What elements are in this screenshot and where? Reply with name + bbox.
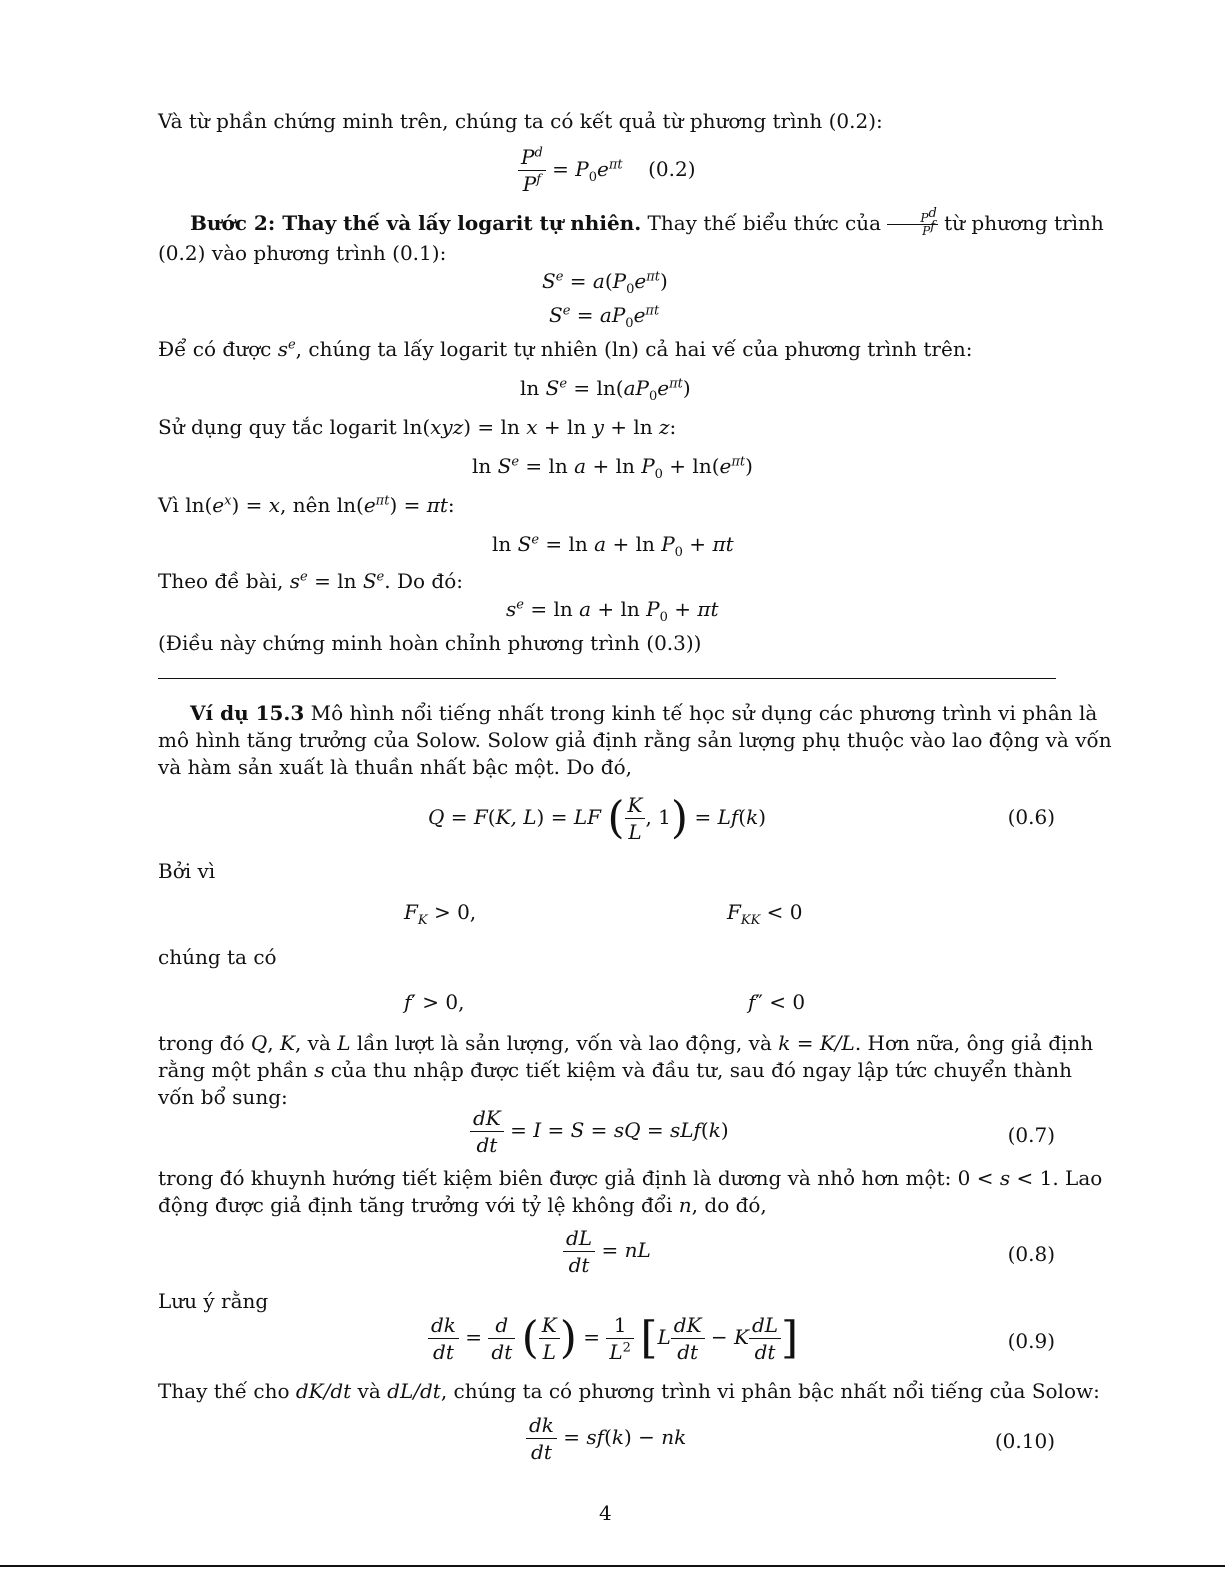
equation-0-9: $\frac{dk}{dt}$ = $\frac{d}{dt}$ ( $\frac{K}{L}$ ) = $\frac{1}{L^2}$ [L $\frac{dK}{dt}$ − K $\frac{dL}{dt}$ ] <box>428 1312 798 1365</box>
equation-0-6: Q = F(K, L) = LF ( $\frac{K}{L}$ , 1) = Lf(k) <box>428 792 767 844</box>
paragraph-log-rule: Sử dụng quy tắc logarit ln(xyz) = ln x + ln y + ln z: <box>158 415 677 439</box>
paragraph-chung-ta-co: chúng ta có <box>158 945 277 969</box>
paragraph-luu-y: Lưu ý rằng <box>158 1289 269 1313</box>
condition-f-double-prime: f″ < 0 <box>748 990 806 1014</box>
equation-se-1: $S^e = a(P_0e^{\pi t})$ <box>542 269 668 297</box>
paragraph-trong-do: trong đó Q, K, và L lần lượt là sản lượng, vốn và lao động, và k = K/L. Hơn nữa, ông giả định <box>158 1031 1094 1055</box>
example-line-1: Ví dụ 15.3 Mô hình nổi tiếng nhất trong kinh tế học sử dụng các phương trình vi phân là <box>190 701 1098 725</box>
equation-number: (0.2) <box>648 157 696 181</box>
equation-ln-expand: $\ln S^e = \ln a + \ln P_0 + \ln(e^{\pi t})$ <box>472 454 753 482</box>
step2-title: Bước 2: Thay thế và lấy logarit tự nhiên. <box>190 211 642 235</box>
paragraph-proof: (Điều này chứng minh hoàn chỉnh phương trình (0.3)) <box>158 631 702 655</box>
equation-0-2: $\frac{P^d}{P^f}$ = $P_0e^{\pi t}$ (0.2) <box>518 144 696 197</box>
equation-ln-final: $\ln S^e = \ln a + \ln P_0 + \pi t$ <box>492 532 734 560</box>
example-title: Ví dụ 15.3 <box>190 701 305 725</box>
equation-number: (0.8) <box>1007 1242 1055 1266</box>
equation-number: (0.7) <box>1007 1123 1055 1147</box>
condition-f-prime: f′ > 0, <box>404 990 465 1014</box>
paragraph-intro: Và từ phần chứng minh trên, chúng ta có kết quả từ phương trình (0.2): <box>158 109 883 133</box>
paragraph-lao-dong: động được giả định tăng trưởng với tỷ lệ không đổi n, do đó, <box>158 1193 767 1217</box>
bottom-border <box>0 1565 1225 1567</box>
paragraph-vi: Vì $\ln(e^x) = x$, nên $\ln(e^{\pi t}) = \pi t$: <box>158 493 455 517</box>
equation-0-8: $\frac{dL}{dt}$ = nL <box>563 1225 651 1278</box>
paragraph-boi-vi: Bởi vì <box>158 859 216 883</box>
paragraph-se: Để có được $s^e$, chúng ta lấy logarit tự nhiên (ln) cả hai vế của phương trình trên: <box>158 337 973 361</box>
equation-ln-se: $\ln S^e = \ln(aP_0e^{\pi t})$ <box>520 376 691 404</box>
paragraph-von: vốn bổ sung: <box>158 1085 288 1109</box>
equation-number: (0.6) <box>1007 805 1055 829</box>
step2-paragraph: Bước 2: Thay thế và lấy logarit tự nhiên. Thay thế biểu thức của $\frac{P^d}{P^f}$ từ phương trình <box>190 206 1104 238</box>
page-number: 4 <box>599 1501 612 1525</box>
equation-0-7: $\frac{dK}{dt}$ = I = S = sQ = sLf(k) <box>470 1105 729 1158</box>
paragraph-theo: Theo đề bài, $s^e = \ln S^e$. Do đó: <box>158 569 463 593</box>
example-line-3: và hàm sản xuất là thuần nhất bậc một. Do đó, <box>158 755 633 779</box>
condition-fk: $F_K > 0$, <box>404 900 477 928</box>
paragraph-rang: rằng một phần s của thu nhập được tiết kiệm và đầu tư, sau đó ngay lập tức chuyển thành <box>158 1058 1072 1082</box>
paragraph-khuynh-huong: trong đó khuynh hướng tiết kiệm biên được giả định là dương và nhỏ hơn một: 0 < s < 1. Lao <box>158 1166 1103 1190</box>
paragraph-thay-the: Thay thế cho dK/dt và dL/dt, chúng ta có phương trình vi phân bậc nhất nổi tiếng của Solow: <box>158 1379 1100 1403</box>
step2-line2: (0.2) vào phương trình (0.1): <box>158 241 447 265</box>
section-divider <box>158 678 1056 679</box>
equation-se-small: $s^e = \ln a + \ln P_0 + \pi t$ <box>506 597 719 625</box>
equation-0-10: $\frac{dk}{dt}$ = sf(k) − nk <box>526 1412 686 1465</box>
equation-number: (0.10) <box>994 1429 1055 1453</box>
equation-number: (0.9) <box>1007 1329 1055 1353</box>
condition-fkk: $F_{KK} < 0$ <box>727 900 803 928</box>
example-line-2: mô hình tăng trưởng của Solow. Solow giả định rằng sản lượng phụ thuộc vào lao động và vốn <box>158 728 1112 752</box>
equation-se-2: $S^e = aP_0e^{\pi t}$ <box>549 303 660 331</box>
